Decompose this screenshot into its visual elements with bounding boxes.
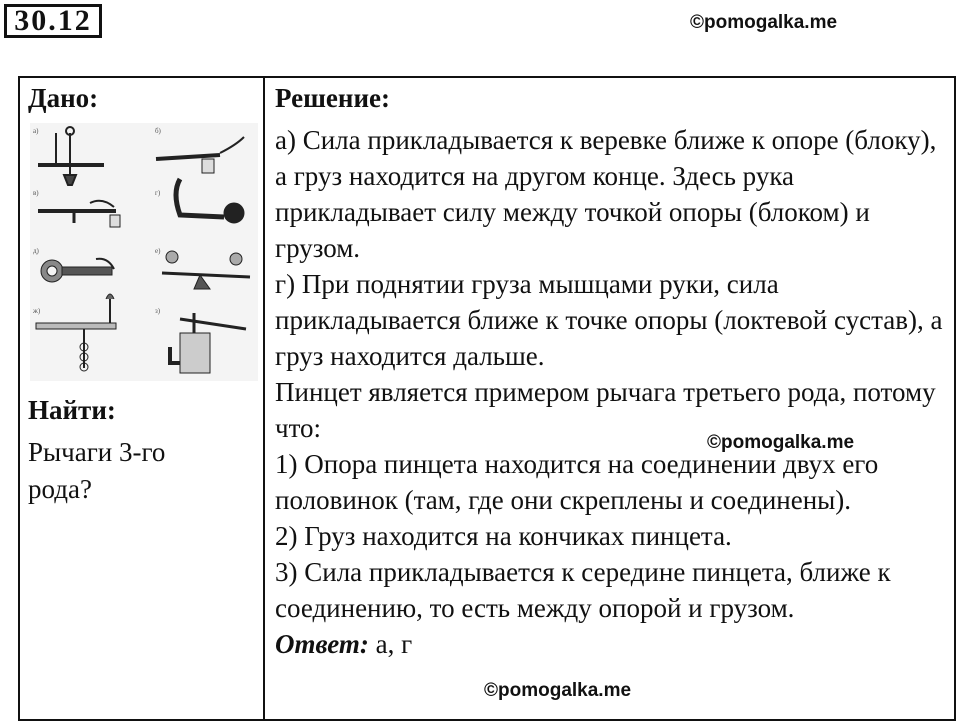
figure-v-bar [38,201,120,227]
figure-label-v: в) [33,189,39,197]
answer-label: Ответ: [275,629,369,659]
figure-label-zh: ж) [33,307,41,315]
figure-label-d: д) [33,247,39,255]
find-heading: Найти: [28,395,116,425]
solution-paragraph-tweezers: Пинцет является примером рычага третьего рода, потому что: [275,377,936,443]
answer-line [275,626,945,662]
solution-paragraph-a: а) Сила прикладывается к веревке ближе к опоре (блоку), а груз находится на другом конце. Здесь рука прикладывает силу между точкой опоры (блоком) и грузом. [275,125,937,263]
find-text: Рычаги 3-го рода? [28,437,166,504]
figure-label-z: з) [155,307,161,315]
watermark-bottom: ©pomogalka.me [484,680,632,701]
given-heading: Дано: [28,83,99,113]
solution-point-2: 2) Груз находится на кончиках пинцета. [275,521,732,551]
solution-column [265,78,954,719]
lever-figures [30,123,258,381]
problem-number: 30.12 [4,4,102,38]
figure-b-wall-lever [156,137,244,173]
answer-value: а, г [368,629,413,659]
solution-body [275,122,945,662]
solution-table [18,76,956,721]
figure-e-seesaw [162,251,250,289]
figure-label-a: а) [33,127,39,135]
figure-a-rope-lever [38,127,104,185]
figure-label-e: е) [155,247,161,255]
solution-paragraph-g: г) При поднятии груза мышцами руки, сила прикладывается ближе к точке опоры (локтевой сустав), а груз находится дальше. [275,269,943,371]
figure-label-b: б) [155,127,161,135]
figure-d-wrench [41,259,114,282]
figure-g-arm [176,179,244,223]
figure-z-pump [170,313,246,373]
solution-heading: Решение: [275,83,390,113]
watermark-top: ©pomogalka.me [690,12,838,33]
solution-point-1: 1) Опора пинцета находится на соединении двух его половинок (там, где они скреплены и соединены). [275,449,879,515]
solution-point-3: 3) Сила прикладывается к середине пинцета, ближе к соединению, то есть между опорой и грузом. [275,557,891,623]
figure-label-g: г) [155,189,161,197]
given-column [20,78,263,719]
figure-zh-scale [36,294,116,371]
watermark-middle: ©pomogalka.me [707,432,855,453]
